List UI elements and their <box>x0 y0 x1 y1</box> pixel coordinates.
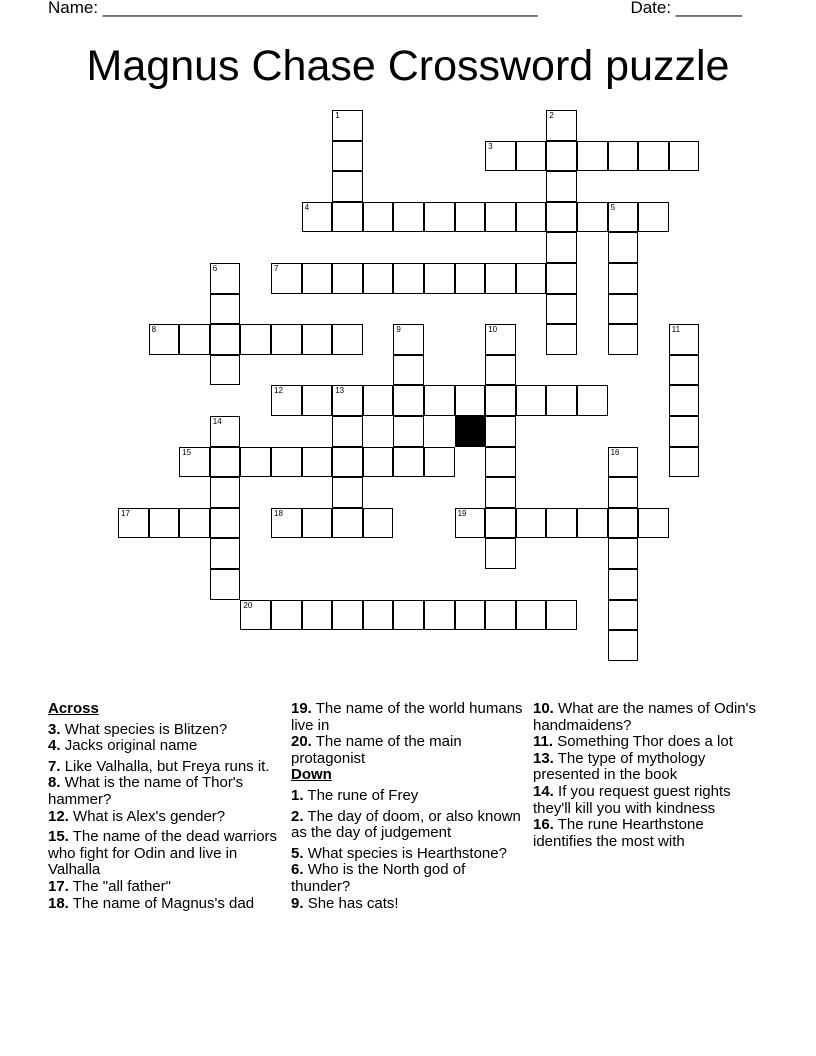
clue-number: 15. <box>48 828 69 846</box>
grid-cell[interactable] <box>608 508 639 539</box>
grid-cell[interactable] <box>393 355 424 386</box>
grid-cell[interactable] <box>210 538 241 569</box>
clue-down-6 <box>291 862 527 895</box>
clue-text: The rune Hearthstone identifies the most with <box>533 816 704 850</box>
grid-cell[interactable] <box>485 508 516 539</box>
grid-cell[interactable] <box>638 141 669 172</box>
grid-cell[interactable] <box>271 324 302 355</box>
grid-cell[interactable] <box>516 263 547 294</box>
clue-text: The type of mythology presented in the book <box>533 749 706 784</box>
grid-cell[interactable] <box>271 447 302 478</box>
grid-cell[interactable] <box>363 600 394 631</box>
grid-cell[interactable] <box>485 355 516 386</box>
clue-number: 9. <box>291 894 304 912</box>
grid-cell[interactable] <box>271 600 302 631</box>
grid-cell[interactable] <box>240 447 271 478</box>
clue-number: 11. <box>533 733 554 751</box>
grid-cell[interactable] <box>393 202 424 233</box>
grid-cell[interactable] <box>393 416 424 447</box>
clue-number-label: 12 <box>274 386 283 396</box>
grid-cell[interactable] <box>485 447 516 478</box>
grid-cell[interactable] <box>393 447 424 478</box>
grid-cell[interactable] <box>424 385 455 416</box>
clue-number: 5. <box>291 844 304 862</box>
grid-cell[interactable] <box>485 385 516 416</box>
clue-number: 3. <box>48 720 61 738</box>
grid-cell[interactable] <box>485 324 516 355</box>
clue-across-19 <box>291 701 527 734</box>
grid-cell[interactable] <box>577 508 608 539</box>
grid-cell[interactable] <box>608 600 639 631</box>
name-field[interactable]: Name: ______________________________________________ <box>48 0 538 17</box>
grid-cell[interactable] <box>546 600 577 631</box>
grid-cell[interactable] <box>516 141 547 172</box>
clue-down-1 <box>291 788 527 805</box>
grid-cell[interactable] <box>332 385 363 416</box>
grid-cell[interactable] <box>608 447 639 478</box>
grid-cell[interactable] <box>638 508 669 539</box>
grid-cell[interactable] <box>332 202 363 233</box>
clue-number: 4. <box>48 737 61 755</box>
clue-number: 17. <box>48 877 69 895</box>
clue-number: 19. <box>291 700 312 717</box>
grid-cell[interactable] <box>546 385 577 416</box>
clue-across-20 <box>291 734 527 767</box>
clue-number: 8. <box>48 774 61 792</box>
grid-cell[interactable] <box>485 538 516 569</box>
grid-cell[interactable] <box>546 141 577 172</box>
grid-cell[interactable] <box>210 263 241 294</box>
grid-cell[interactable] <box>302 324 333 355</box>
clue-number-label: 2 <box>549 111 554 120</box>
grid-cell[interactable] <box>546 324 577 355</box>
grid-cell[interactable] <box>332 447 363 478</box>
clue-number: 2. <box>291 807 304 825</box>
grid-cell[interactable] <box>546 202 577 233</box>
clue-number-label: 11 <box>671 325 681 335</box>
grid-cell[interactable] <box>118 508 149 539</box>
grid-cell[interactable] <box>363 385 394 416</box>
clue-text: What is the name of Thor's hammer? <box>48 774 244 808</box>
grid-cell[interactable] <box>210 447 241 478</box>
grid-cell[interactable] <box>393 600 424 631</box>
grid-cell[interactable] <box>302 600 333 631</box>
clue-number-label: 6 <box>212 264 218 273</box>
clue-text: What species is Hearthstone? <box>307 844 507 862</box>
clue-across-8 <box>48 775 286 808</box>
grid-cell[interactable] <box>608 569 639 600</box>
clue-number: 16. <box>533 816 554 834</box>
page-title: Magnus Chase Crossword puzzle <box>86 42 730 90</box>
grid-cell[interactable] <box>669 324 700 355</box>
clue-number: 13. <box>533 749 554 767</box>
clue-column-2 <box>291 701 527 912</box>
clue-text: The "all father" <box>72 877 171 895</box>
grid-cell[interactable] <box>332 508 363 539</box>
grid-cell[interactable] <box>210 355 241 386</box>
grid-cell[interactable] <box>363 263 394 294</box>
clue-text: If you request guest rights they'll kill you with kindness <box>533 782 731 817</box>
grid-cell[interactable] <box>424 447 455 478</box>
clue-down-14 <box>533 784 765 817</box>
grid-cell[interactable] <box>546 110 577 141</box>
grid-cell[interactable] <box>485 416 516 447</box>
grid-cell[interactable] <box>455 263 486 294</box>
clue-text: The rune of Frey <box>307 786 419 804</box>
black-square <box>455 416 486 447</box>
clue-down-10 <box>533 701 765 734</box>
grid-cell[interactable] <box>302 508 333 539</box>
clue-text: The day of doom, or also known as the day of judgement <box>291 807 521 842</box>
grid-cell[interactable] <box>485 263 516 294</box>
clue-number: 7. <box>48 757 61 775</box>
clue-number-label: 10 <box>488 325 498 335</box>
grid-cell[interactable] <box>302 202 333 233</box>
clue-across-7 <box>48 759 286 776</box>
clue-across-4 <box>48 738 286 755</box>
grid-cell[interactable] <box>302 447 333 478</box>
grid-cell[interactable] <box>455 600 486 631</box>
grid-cell[interactable] <box>332 171 363 202</box>
grid-cell[interactable] <box>393 385 424 416</box>
grid-cell[interactable] <box>608 141 639 172</box>
clue-number-label: 20 <box>243 600 253 610</box>
clue-text: The name of the main protagonist <box>291 733 462 767</box>
grid-cell[interactable] <box>363 508 394 539</box>
grid-cell[interactable] <box>149 508 180 539</box>
grid-cell[interactable] <box>485 477 516 508</box>
clue-text: She has cats! <box>307 894 399 912</box>
grid-cell[interactable] <box>332 600 363 631</box>
grid-cell[interactable] <box>210 324 241 355</box>
grid-cell[interactable] <box>546 263 577 294</box>
grid-cell[interactable] <box>608 232 639 263</box>
clue-number: 6. <box>291 861 304 879</box>
clue-number-label: 1 <box>335 111 340 120</box>
grid-cell[interactable] <box>608 324 639 355</box>
grid-cell[interactable] <box>179 447 210 478</box>
grid-cell[interactable] <box>608 294 639 325</box>
grid-cell[interactable] <box>608 538 639 569</box>
clue-down-2 <box>291 809 527 842</box>
clue-down-5 <box>291 846 527 863</box>
clue-across-18 <box>48 896 286 913</box>
clue-down-9 <box>291 896 527 913</box>
grid-cell[interactable] <box>240 324 271 355</box>
clue-across-15 <box>48 829 286 879</box>
grid-cell[interactable] <box>393 263 424 294</box>
grid-cell[interactable] <box>149 324 180 355</box>
grid-cell[interactable] <box>179 508 210 539</box>
grid-cell[interactable] <box>608 263 639 294</box>
grid-cell[interactable] <box>638 202 669 233</box>
grid-cell[interactable] <box>179 324 210 355</box>
clue-number-label: 5 <box>610 202 616 212</box>
grid-cell[interactable] <box>455 508 486 539</box>
clue-number-label: 18 <box>274 508 283 518</box>
grid-cell[interactable] <box>271 385 302 416</box>
across-heading: Across <box>48 700 99 717</box>
clue-down-13 <box>533 751 765 784</box>
clue-number-label: 15 <box>182 447 192 457</box>
grid-cell[interactable] <box>546 171 577 202</box>
clue-text: The name of the world humans live in <box>291 700 523 734</box>
grid-cell[interactable] <box>455 202 486 233</box>
grid-cell[interactable] <box>332 263 363 294</box>
clue-number: 18. <box>48 894 69 912</box>
clue-number-label: 4 <box>304 202 310 212</box>
grid-cell[interactable] <box>516 202 547 233</box>
down-heading: Down <box>291 766 332 784</box>
clue-number-label: 16 <box>610 447 620 457</box>
grid-cell[interactable] <box>669 385 700 416</box>
grid-cell[interactable] <box>424 202 455 233</box>
grid-cell[interactable] <box>393 324 424 355</box>
clue-down-11 <box>533 734 765 751</box>
grid-cell[interactable] <box>669 416 700 447</box>
grid-cell[interactable] <box>608 630 639 661</box>
grid-cell[interactable] <box>302 263 333 294</box>
grid-cell[interactable] <box>271 263 302 294</box>
clue-number: 12. <box>48 807 69 825</box>
clue-text: Jacks original name <box>64 737 198 755</box>
grid-cell[interactable] <box>363 202 394 233</box>
clue-number-label: 3 <box>488 141 493 151</box>
clue-text: The name of Magnus's dad <box>72 894 255 912</box>
grid-cell[interactable] <box>332 416 363 447</box>
grid-cell[interactable] <box>608 477 639 508</box>
grid-cell[interactable] <box>210 569 241 600</box>
grid-cell[interactable] <box>424 263 455 294</box>
grid-cell[interactable] <box>332 477 363 508</box>
date-field[interactable]: Date: _______ <box>630 0 742 17</box>
grid-cell[interactable] <box>577 141 608 172</box>
grid-cell[interactable] <box>516 600 547 631</box>
clue-across-17 <box>48 879 286 896</box>
grid-cell[interactable] <box>577 385 608 416</box>
clue-down-16 <box>533 817 765 850</box>
grid-cell[interactable] <box>332 324 363 355</box>
grid-cell[interactable] <box>210 508 241 539</box>
clue-column-3 <box>533 701 765 850</box>
clue-number-label: 8 <box>151 325 157 335</box>
grid-cell[interactable] <box>332 110 363 141</box>
grid-cell[interactable] <box>455 385 486 416</box>
clue-text: Something Thor does a lot <box>557 733 733 751</box>
clue-number-label: 7 <box>274 264 279 273</box>
clue-text: Like Valhalla, but Freya runs it. <box>64 757 270 775</box>
grid-cell[interactable] <box>516 385 547 416</box>
grid-cell[interactable] <box>516 508 547 539</box>
clue-text: What species is Blitzen? <box>64 720 228 738</box>
clue-number: 14. <box>533 782 554 800</box>
clue-text: What is Alex's gender? <box>73 807 226 825</box>
grid-cell[interactable] <box>210 477 241 508</box>
clue-across-3 <box>48 722 286 739</box>
clue-number: 20. <box>291 733 312 751</box>
grid-cell[interactable] <box>240 600 271 631</box>
clue-across-12 <box>48 809 286 826</box>
grid-cell[interactable] <box>577 202 608 233</box>
grid-cell[interactable] <box>485 202 516 233</box>
grid-cell[interactable] <box>271 508 302 539</box>
grid-cell[interactable] <box>424 600 455 631</box>
clue-number-label: 13 <box>335 386 345 396</box>
grid-cell[interactable] <box>485 141 516 172</box>
clue-column-1 <box>48 701 286 912</box>
grid-cell[interactable] <box>210 416 241 447</box>
clue-number-label: 14 <box>212 417 222 426</box>
clue-number: 10. <box>533 700 554 717</box>
grid-cell[interactable] <box>546 508 577 539</box>
grid-cell[interactable] <box>669 141 700 172</box>
grid-cell[interactable] <box>485 600 516 631</box>
grid-cell[interactable] <box>332 141 363 172</box>
clue-number-label: 19 <box>457 508 467 518</box>
grid-cell[interactable] <box>363 447 394 478</box>
grid-cell[interactable] <box>608 202 639 233</box>
grid-cell[interactable] <box>669 447 700 478</box>
grid-cell[interactable] <box>546 232 577 263</box>
grid-cell[interactable] <box>210 294 241 325</box>
grid-cell[interactable] <box>669 355 700 386</box>
clue-text: Who is the North god of thunder? <box>291 861 466 895</box>
clue-number-label: 17 <box>121 508 130 518</box>
clue-number: 1. <box>291 786 304 804</box>
grid-cell[interactable] <box>546 294 577 325</box>
grid-cell[interactable] <box>302 385 333 416</box>
clue-text: The name of the dead warriors who fight for Odin and live in Valhalla <box>48 828 278 879</box>
clue-text: What are the names of Odin's handmaidens? <box>533 700 756 734</box>
clue-number-label: 9 <box>396 325 401 335</box>
